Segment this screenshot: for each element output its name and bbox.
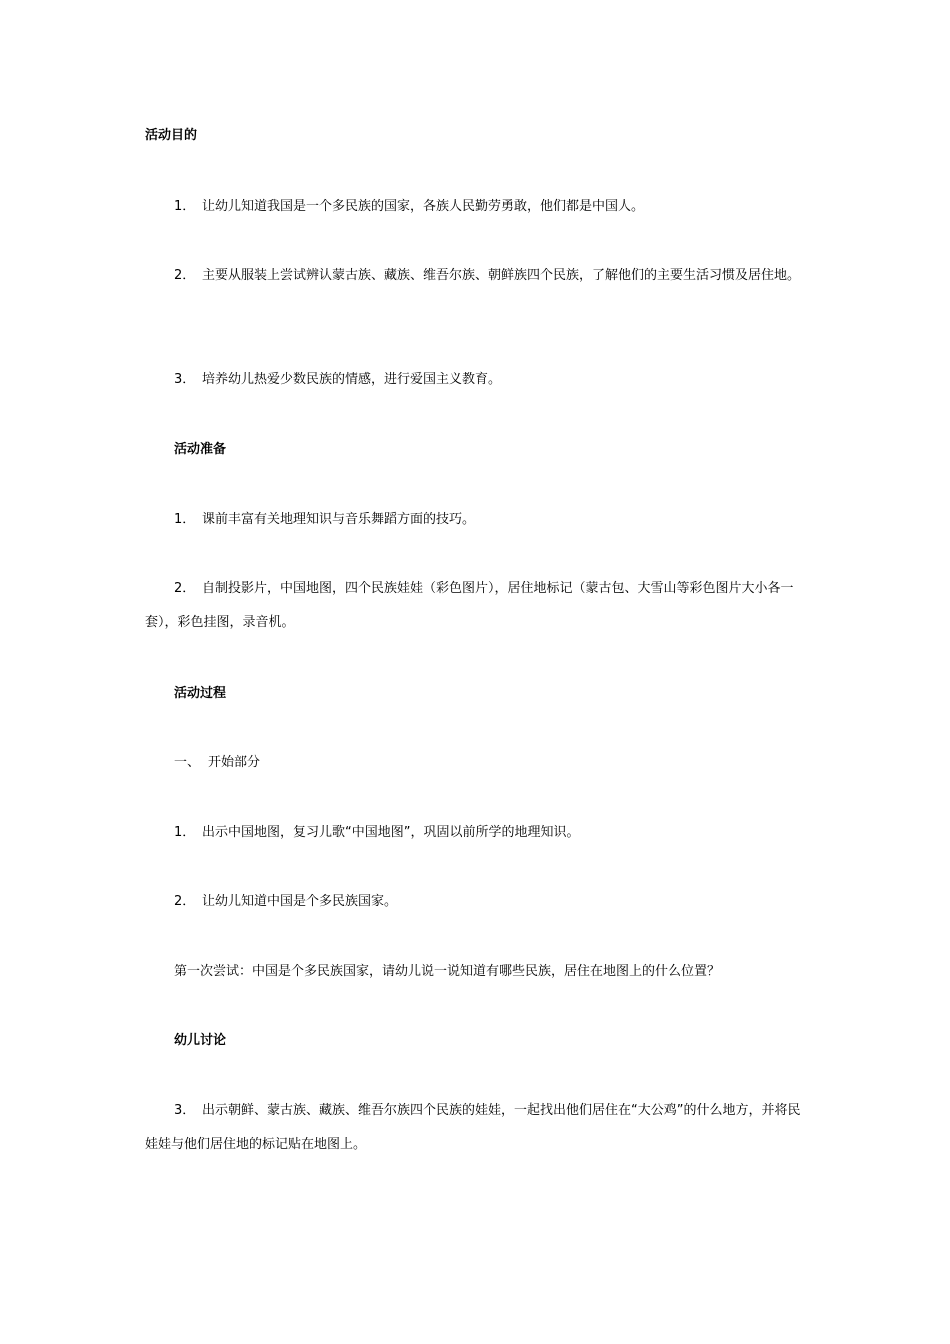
step-item-1 xyxy=(145,816,807,850)
goal-text-3: 培养幼儿热爱少数民族的情感，进行爱国主义教育。 xyxy=(202,372,502,387)
step-number-1: 1． xyxy=(174,825,196,840)
goal-number-2: 2． xyxy=(174,268,196,283)
heading-child-discussion: 幼儿讨论 xyxy=(174,1033,227,1048)
first-attempt-paragraph: 第一次尝试：中国是个多民族国家，请幼儿说一说知道有哪些民族，居住在地图上的什么位置？ xyxy=(174,964,721,979)
heading-activity-goal: 活动目的 xyxy=(145,128,198,143)
step-item-3 xyxy=(145,1094,807,1162)
prep-number-2: 2． xyxy=(174,581,196,596)
goal-number-3: 3． xyxy=(174,372,196,387)
heading-activity-process: 活动过程 xyxy=(174,686,227,701)
heading-activity-prep: 活动准备 xyxy=(174,442,227,457)
goal-item-1 xyxy=(145,190,807,224)
step-text-1: 出示中国地图，复习儿歌“中国地图”，巩固以前所学的地理知识。 xyxy=(202,825,580,840)
goal-text-2: 主要从服装上尝试辨认蒙古族、藏族、维吾尔族、朝鲜族四个民族，了解他们的主要生活习惯及居住地。 xyxy=(202,268,801,283)
section-opening xyxy=(145,746,807,780)
prep-item-2 xyxy=(145,572,807,640)
section-number: 一、 xyxy=(174,755,201,770)
goal-text-1: 让幼儿知道我国是一个多民族的国家，各族人民勤劳勇敢，他们都是中国人。 xyxy=(202,199,645,214)
prep-item-1 xyxy=(145,503,807,537)
step-number-2: 2． xyxy=(174,894,196,909)
section-title: 开始部分 xyxy=(208,755,261,770)
goal-number-1: 1． xyxy=(174,199,196,214)
prep-text-2: 自制投影片，中国地图，四个民族娃娃（彩色图片），居住地标记（蒙古包、大雪山等彩色图片大小各一套），彩色挂图，录音机。 xyxy=(145,581,794,630)
prep-number-1: 1． xyxy=(174,512,196,527)
goal-item-2 xyxy=(145,259,807,293)
step-text-2: 让幼儿知道中国是个多民族国家。 xyxy=(202,894,398,909)
goal-item-3 xyxy=(145,363,807,397)
step-item-2 xyxy=(145,885,807,919)
prep-text-1: 课前丰富有关地理知识与音乐舞蹈方面的技巧。 xyxy=(202,512,476,527)
step-number-3: 3． xyxy=(174,1103,196,1118)
step-text-3: 出示朝鲜、蒙古族、藏族、维吾尔族四个民族的娃娃，一起找出他们居住在“大公鸡”的什么地方，并将民娃娃与他们居住地的标记贴在地图上。 xyxy=(145,1103,801,1152)
